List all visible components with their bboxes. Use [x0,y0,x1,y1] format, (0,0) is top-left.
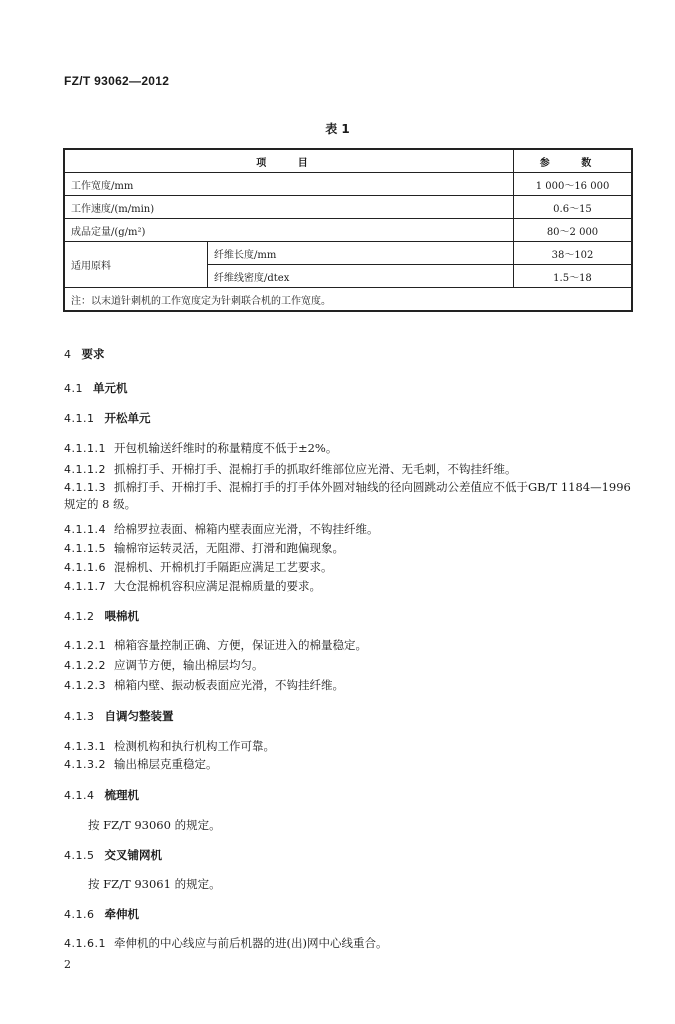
section-4-1-4 [64,787,139,803]
section-number: 4.1 [64,382,83,395]
section-4-1-2 [64,608,139,624]
row-item: 工作宽度/mm [64,173,514,196]
clause-4-1-6-1 [64,935,387,951]
table-note: 注：以末道针刺机的工作宽度定为针刺联合机的工作宽度。 [64,288,632,312]
table-row [64,242,632,265]
clause-4-1-2-3 [64,677,344,693]
clause-text: 牵伸机的中心线应与前后机器的进(出)网中心线重合。 [113,936,388,950]
clause-text: 混棉机、开棉机打手隔距应满足工艺要求。 [113,560,333,574]
section-number: 4.1.6 [64,908,95,921]
page-number: 2 [64,958,71,971]
section-title: 梳理机 [104,788,139,802]
clause-4-1-1-4 [64,521,378,537]
clause-4-1-1-5 [64,540,344,556]
clause-number: 4.1.6.1 [64,937,106,950]
row-value: 80～2 000 [514,219,633,242]
clause-number: 4.1.1.7 [64,580,106,593]
clause-text: 给棉罗拉表面、棉箱内壁表面应光滑，不钩挂纤维。 [113,522,379,536]
section-4-1 [64,380,128,396]
header-param: 参 数 [514,149,633,173]
section-title: 单元机 [93,381,128,395]
section-title: 自调匀整装置 [104,709,174,723]
section-4-1-5 [64,847,162,863]
row-value: 0.6～15 [514,196,633,219]
section-number: 4.1.2 [64,610,95,623]
clause-text: 抓棉打手、开棉打手、混棉打手的打手体外圆对轴线的径向圆跳动公差值应不低于GB/T 1184—1996 规定的 8 级。 [64,480,631,511]
row-item: 成品定量/(g/m²) [64,219,514,242]
header-item: 项 目 [64,149,514,173]
section-title: 要求 [81,347,105,361]
clause-4-1-3-1 [64,738,275,754]
clause-number: 4.1.1.4 [64,523,106,536]
row-value: 38～102 [514,242,633,265]
paragraph-4-1-5: 按 FZ/T 93061 的规定。 [88,877,221,891]
table-row [64,219,632,242]
clause-4-1-1-2 [64,461,516,477]
section-number: 4.1.3 [64,710,95,723]
section-4 [64,346,105,362]
row-value: 1 000～16 000 [514,173,633,196]
clause-4-1-2-1 [64,637,367,653]
paragraph-4-1-4: 按 FZ/T 93060 的规定。 [88,818,221,832]
row-value: 1.5～18 [514,265,633,288]
section-number: 4 [64,348,72,361]
clause-text: 棉箱内壁、振动板表面应光滑，不钩挂纤维。 [113,678,344,692]
spec-table [63,148,633,312]
clause-number: 4.1.1.3 [64,481,106,494]
row-item: 纤维长度/mm [208,242,514,265]
clause-text: 开包机输送纤维时的称量精度不低于±2%。 [113,441,338,455]
section-number: 4.1.4 [64,789,95,802]
clause-number: 4.1.3.2 [64,758,106,771]
clause-4-1-1-1 [64,440,337,456]
section-title: 交叉铺网机 [104,848,162,862]
clause-text: 应调节方便，输出棉层均匀。 [113,658,264,672]
clause-4-1-1-7 [64,578,321,594]
row-item: 纤维线密度/dtex [208,265,514,288]
clause-4-1-2-2 [64,657,263,673]
section-title: 牵伸机 [104,907,139,921]
section-title: 喂棉机 [104,609,139,623]
clause-number: 4.1.1.5 [64,542,106,555]
clause-number: 4.1.3.1 [64,740,106,753]
clause-number: 4.1.2.3 [64,679,106,692]
section-title: 开松单元 [104,411,151,425]
clause-text: 大仓混棉机容积应满足混棉质量的要求。 [113,579,321,593]
clause-text: 检测机构和执行机构工作可靠。 [113,739,275,753]
clause-4-1-3-2 [64,756,217,772]
table-note-row [64,288,632,312]
section-number: 4.1.1 [64,412,95,425]
clause-4-1-1-6 [64,559,332,575]
table-row [64,196,632,219]
group-label: 适用原料 [64,242,208,288]
section-4-1-1 [64,410,151,426]
table-header-row [64,149,632,173]
clause-text: 输出棉层克重稳定。 [113,757,218,771]
standard-code: FZ/T 93062—2012 [64,74,170,88]
clause-text: 抓棉打手、开棉打手、混棉打手的抓取纤维部位应光滑、无毛刺，不钩挂纤维。 [113,462,517,476]
table-row [64,173,632,196]
section-4-1-3 [64,708,174,724]
clause-number: 4.1.2.1 [64,639,106,652]
clause-text: 棉箱容量控制正确、方便，保证进入的棉量稳定。 [113,638,367,652]
section-4-1-6 [64,906,139,922]
clause-number: 4.1.1.2 [64,463,106,476]
clause-4-1-1-3 [64,479,634,513]
table-title: 表 1 [325,122,350,136]
clause-number: 4.1.2.2 [64,659,106,672]
clause-text: 输棉帘运转灵活，无阻滞、打滑和跑偏现象。 [113,541,344,555]
section-number: 4.1.5 [64,849,95,862]
row-item: 工作速度/(m/min) [64,196,514,219]
clause-number: 4.1.1.1 [64,442,106,455]
clause-number: 4.1.1.6 [64,561,106,574]
